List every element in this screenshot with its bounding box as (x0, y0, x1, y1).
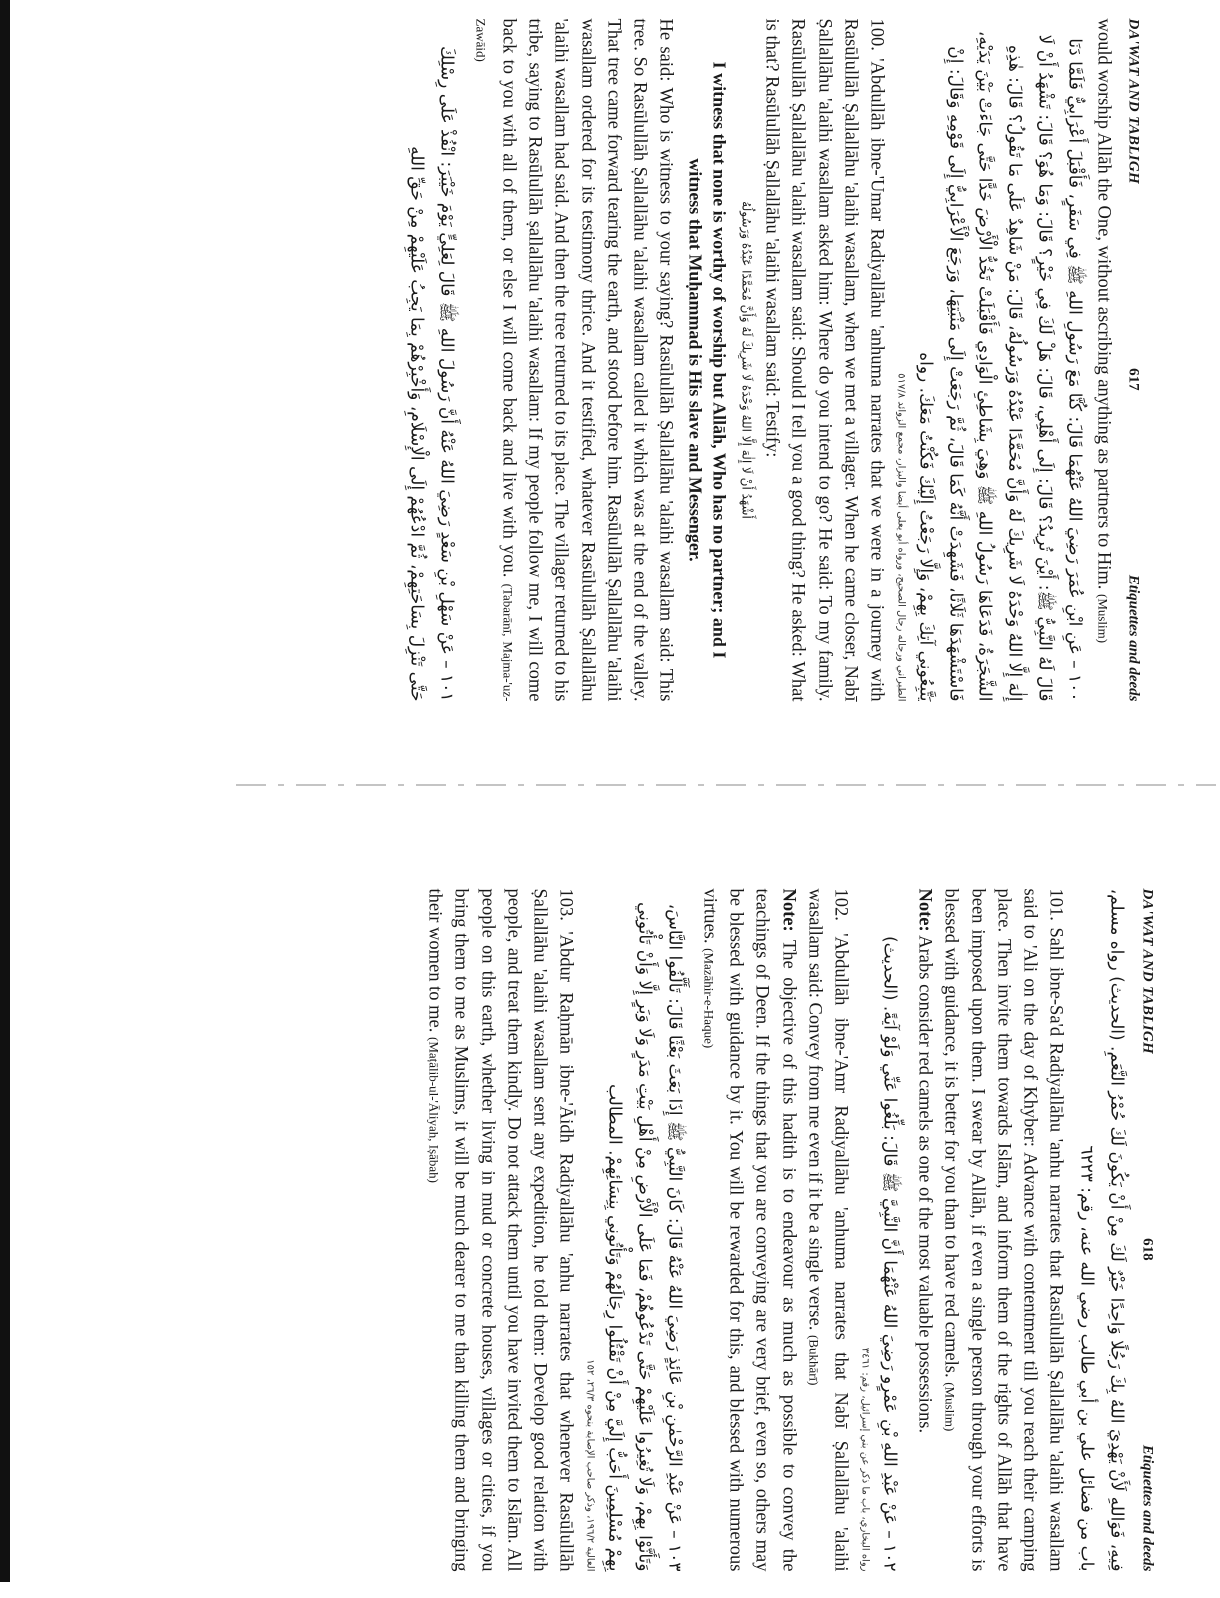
page-number: 617 (1125, 368, 1142, 391)
hadith-101-source: (Muslim) (942, 1382, 958, 1432)
note-source: (Mazāhir-e-Haque) (701, 948, 717, 1049)
hadith-100-english: 100. 'Abdullāh ibne-'Umar Radiyallāhu 'anhuma narrates that we were in a journey with Rasūlullāh Ṣallallāhu 'alaihi wasallam, when we met a villager. When he came closer, Nabī Ṣallallāhu 'alaihi wasallam asked him: Where do you intend to go? He said: To my family. Rasūlullāh Ṣallallāhu 'alaihi wasallam said: Should I tell you a good thing? He asked: What is that? Rasūlullāh Ṣallallāhu 'alaihi wasallam said: Testify: (761, 18, 887, 702)
hadith-103-reference: العالية ١٩٦/٢، وذكر صاحب الإصابة بنحوه ٢٦/٣، ١٥٢ (584, 1359, 596, 1572)
hadith-103-arabic: ١٠٣ – عَنْ عَبْدِ الرَّحْمٰنِ بْنِ عَائِذٍ رَضِيَ اللهُ عَنْهُ قَالَ: كَانَ النَّبِيُّ ﷺ إِذَا بَعَثَ بَعْثًا قَالَ: تَأَلَّفُوا النَّاسَ، وَتَأَنَّوْا بِهِمْ، وَلَا تُغِيرُوا عَلَيْهِمْ حَتَّى تَدْعُوهُمْ، فَمَا عَلَى الْأَرْضِ مِنْ أَهْلِ بَيْتِ مَدَرٍ وَلَا وَبَرٍ إِلَّا وَأَنْ تَأْتُونِي بِهِمْ مُسْلِمِينَ أَحَبُّ إِلَيَّ مِنْ أَنْ تَقْتُلُوا رِجَالَهُمْ وَتَأْتُونِي بِنِسَائِهِمْ. المطالب (604, 901, 685, 1572)
hadith-102-english-body: 102. 'Abdullāh ibne-'Amr Radiyallāhu 'anhuma narrates that Nabī Ṣallallāhu 'alaihi wasallam said: Convey from me even if it be a single verse. (804, 888, 851, 1572)
header-chapter-title: Etiquettes and deeds (1125, 574, 1142, 702)
hadith-103-english-body: 103. 'Abdur Raḥmān ibne-'Āidh Radiyallāhu 'anhu narrates that whenever Rasūlullāh Ṣallallāhu 'alaihi wasallam sent any expedition, he told them: Develop good relation with people, and treat them kindly. Do not attack them until you have invited them to Islām. All people on this earth, whether living in mud or concrete houses, villages or cities, if you bring them to me as Muslims, it will be much dearer to me than killing them and bringing their women to me. (424, 888, 576, 1572)
hadith-100-english-body: He said: Who is witness to your saying? Rasūlullāh Ṣallallāhu 'alaihi wasallam said: This tree. So Rasūlullāh Ṣallallāhu 'alaihi wasallam called it which was at the end of the valley. That tree came forward tearing the earth, and stood before him. Rasūlullāh Ṣallallāhu 'alaihi wasallam ordered for its testimony thrice. And it testified, whatever Rasūlullāh Ṣallallāhu 'alaihi wasallam had said. And then the tree returned to its place. The villager returned to his tribe, saying to Rasūlullāh ṣallallāhu 'alaihi wasallam: If my people follow me, I will come back to you with all of them, or else I will come back and live with you. (498, 18, 676, 702)
running-header (1125, 19, 1142, 702)
header-book-title: DA'WAT AND TABLIGH (1125, 18, 1142, 184)
hadith-103-english (421, 889, 579, 1572)
hadith-102-note (696, 889, 801, 1572)
page-617 (156, 0, 1156, 728)
continuation-source: (Muslim) (1095, 593, 1111, 644)
continuation-body: would worship Allāh the One, without ascribing anything as partners to Him. (1093, 18, 1114, 590)
hadith-101-note (911, 889, 937, 1572)
page-618 (170, 863, 1170, 1598)
shahada-english: I witness that none is worthy of worship but Allāh, Who has no partner; and I witness that Muḥammad is His slave and Messenger. (685, 61, 730, 659)
note-text: The objective of this hadith is to endeavour as much as possible to convey the teachings of Deen. If the things that you are conveying are very brief, even so, others may be blessed with guidance by it. You will be rewarded for this, and blessed with numerous virtues. (699, 888, 799, 1572)
header-book-title: DA'WAT AND TABLIGH (1139, 888, 1156, 1054)
note-text: Arabs consider red camels as one of the most valuable possessions. (914, 935, 935, 1434)
scan-edge (0, 0, 10, 1582)
hadith-102-arabic: ١٠٢ – عَنْ عَبْدِ اللهِ بْنِ عَمْرٍو رَضِيَ اللهُ عَنْهُمَا أَنَّ النَّبِيَّ ﷺ قَالَ: بَلِّغُوا عَنِّي وَلَوْ آيَةً. (الحديث) (879, 935, 900, 1572)
hadith-102-source: (Bukhārī) (806, 1334, 822, 1386)
hadith-102-reference: رواه البخاري، باب ما ذكر عن بني إسرائيل، رقم: ٣٤٦١ (859, 1347, 871, 1572)
shahada-arabic: أَشْهَدُ أَنْ لَا إِلٰهَ إِلَّا اللهُ وَحْدَهُ لَا شَرِيكَ لَهُ وَأَنَّ مُحَمَّدًا عَبْدُهُ وَرَسُولُهُ (739, 201, 754, 519)
header-chapter-title: Etiquettes and deeds (1139, 1444, 1156, 1572)
note-label: Note: (778, 888, 799, 932)
hadith-100-source: (Tabarānī, Majma-'uz-Zawāid) (473, 18, 516, 702)
hadith-101-arabic-end: فِيهِ، فَوَاللهِ لَأَنْ يَهْدِيَ اللهُ بِكَ رَجُلًا وَاحِدًا خَيْرٌ لَكَ مِنْ أَنْ يَكُونَ لَكَ حُمْرُ النَّعَمِ. (الحديث) رواه مسلم، باب من فضائل علي بن أبي طالب رضي الله عنه، رقم: ٦٢٢٣ (1076, 888, 1127, 1572)
hadith-100-arabic: ١٠٠ – عَنِ ابْنِ عُمَرَ رَضِيَ اللهُ عَنْهُمَا قَالَ: كُنَّا مَعَ رَسُولِ اللهِ ﷺ فِي سَفَرٍ، فَأَقْبَلَ أَعْرَابِيٌّ فَلَمَّا دَنَا قَالَ لَهُ النَّبِيُّ ﷺ: أَيْنَ تُرِيدُ؟ قَالَ: إِلَى أَهْلِي، قَالَ: هَلْ لَكَ فِي خَيْرٍ؟ قَالَ: وَمَا هُوَ؟ قَالَ: تَشْهَدُ أَنْ لَا إِلٰهَ إِلَّا اللهُ وَحْدَهُ لَا شَرِيكَ لَهُ وَأَنَّ مُحَمَّدًا عَبْدُهُ وَرَسُولُهُ، قَالَ: مَنْ شَاهِدٌ عَلَى مَا تَقُولُ؟ قَالَ: هٰذِهِ الشَّجَرَةُ، فَدَعَاهَا رَسُولُ اللهِ ﷺ وَهِيَ بِشَاطِئِ الْوَادِي فَأَقْبَلَتْ تَخُدُّ الْأَرْضَ خَدًّا حَتَّى جَاءَتْ بَيْنَ يَدَيْهِ، فَاسْتَشْهَدَهَا ثَلَاثًا، فَشَهِدَتْ أَنَّهُ كَمَا قَالَ، ثُمَّ رَجَعَتْ إِلَى مَنْبَتِهَا، وَرَجَعَ الْأَعْرَابِيُّ إِلَى قَوْمِهِ وَقَالَ: إِنْ يَتَّبِعُونِي آتِكَ بِهِمْ، وَإِلَّا رَجَعْتُ إِلَيْكَ فَكُنْتُ مَعَكَ. رواه (915, 30, 1085, 702)
hadith-102-english (801, 889, 854, 1572)
hadith-101-english (938, 889, 1069, 1572)
page-fold-line (236, 782, 1216, 788)
hadith-100-english-continued (469, 19, 679, 702)
hadith-103-source: (Maṭālib-ul-'Āliyah, Iṣābah) (426, 1036, 442, 1183)
hadith-101-arabic-start: ١٠١ – عَنْ سَهْلِ بْنِ سَعْدٍ رَضِيَ اللهُ عَنْهُ أَنَّ رَسُولَ اللهِ ﷺ قَالَ لِعَلِيٍّ يَوْمَ خَيْبَرَ: انْفُذْ عَلَى رِسْلِكَ حَتَّى تَنْزِلَ بِسَاحَتِهِمْ، ثُمَّ ادْعُهُمْ إِلَى الْإِسْلَامِ، وَأَخْبِرْهُمْ بِمَا يَجِبُ عَلَيْهِمْ مِنْ حَقِّ اللهِ (406, 45, 457, 702)
note-label: Note: (914, 888, 935, 932)
continuation-text (1090, 19, 1116, 702)
hadith-101-english-body: 101. Sahl ibne-Sa'd Radiyallāhu 'anhu narrates that Rasūlullāh Ṣallallāhu 'alaihi wasallam said to 'Ali on the day of Khyber: Advance with contentment till you reach their camping place. Then invite them towards Islām, and inform them of the rights of Allāh that have been imposed upon them. I swear by Allāh, if even a single person through your efforts is blessed with guidance, it is better for you than to have red camels. (940, 888, 1066, 1572)
running-header (1139, 889, 1156, 1572)
hadith-100-reference: الطبراني ورجاله رجال الصحيح، ورواه أبو يعلى أيضا والبزار، مجمع الزوائد ٥١٧/٨ (895, 373, 907, 702)
page-number: 618 (1139, 1238, 1156, 1261)
